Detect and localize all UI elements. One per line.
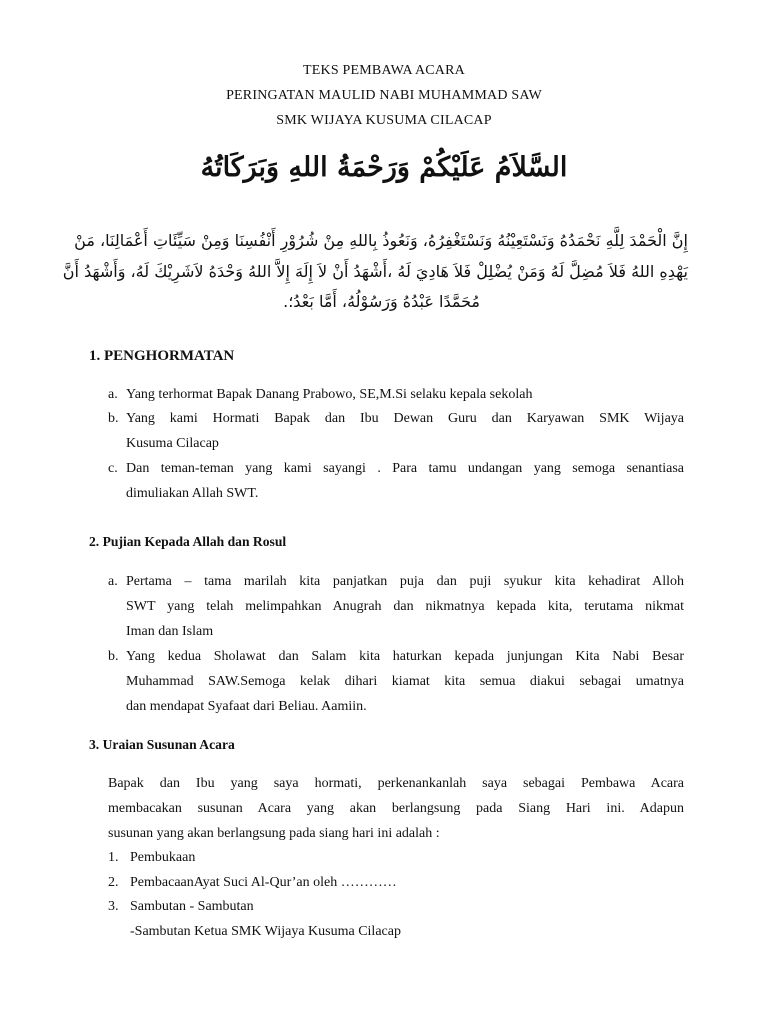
list-item-text: dan mendapat Syafaat dari Beliau. Aamiin. xyxy=(126,699,367,714)
list-item-text: Yang kami Hormati Bapak dan Ibu Dewan Guru dan Karyawan SMK Wijaya xyxy=(126,411,684,426)
list-item-text: Iman dan Islam xyxy=(126,624,214,639)
list-item-marker: a. xyxy=(108,387,118,402)
section-heading-penghormatan: 1. PENGHORMATAN xyxy=(89,348,235,364)
doc-title-line2: PERINGATAN MAULID NABI MUHAMMAD SAW xyxy=(226,88,542,103)
doc-title-line3: SMK WIJAYA KUSUMA CILACAP xyxy=(276,113,492,128)
agenda-item-marker: 3. xyxy=(108,899,119,914)
agenda-item-marker: 1. xyxy=(108,850,119,865)
arabic-line-3: مُحَمَّدًا عَبْدُهُ وَرَسُوْلُهُ، أَمَّا بَعْدُ؛. xyxy=(283,292,480,311)
agenda-item-text: Pembukaan xyxy=(130,850,196,865)
list-item-text: dimuliakan Allah SWT. xyxy=(126,486,259,501)
agenda-subitem-text: -Sambutan Ketua SMK Wijaya Kusuma Cilacap xyxy=(130,924,401,939)
arabic-line-2: يَهْدِهِ اللهُ فَلاَ مُضِلَّ لَهُ وَمَنْ يُضْلِلْ فَلاَ هَادِيَ لَهُ ،أَشْهَدُ أَنْ لاَ إِلَهَ إِلاَّ اللهُ وَحْدَهُ لاَشَرِيْكَ لَهُ، وَأَشْهَدُ أَنَّ xyxy=(62,262,688,281)
doc-title-line1: TEKS PEMBAWA ACARA xyxy=(303,63,465,78)
agenda-item-marker: 2. xyxy=(108,875,119,890)
section-heading-pujian: 2. Pujian Kepada Allah dan Rosul xyxy=(89,534,287,549)
arabic-line-1: إِنَّ الْحَمْدَ لِلَّهِ نَحْمَدُهُ وَنَسْتَعِيْنُهُ وَنَسْتَغْفِرُهُ، وَنَعُوذُ بِاللهِ مِنْ شُرُوْرِ أَنْفُسِنَا وَمِنْ سَيِّئَاتِ أَعْمَالِنَا، مَنْ xyxy=(74,231,688,250)
list-item-text: Dan teman-teman yang kami sayangi . Para tamu undangan yang semoga senantiasa xyxy=(126,461,684,476)
salam-calligraphy: السَّلاَمُ عَلَيْكُمْ وَرَحْمَةُ اللهِ وَبَرَكَاتُهُ xyxy=(200,152,568,183)
list-item-text: Muhammad SAW.Semoga kelak dihari kiamat kita semua diakui sebagai umatnya xyxy=(126,674,684,689)
list-item-text: Yang terhormat Bapak Danang Prabowo, SE,M.Si selaku kepala sekolah xyxy=(126,387,533,402)
agenda-item-text: PembacaanAyat Suci Al-Qur’an oleh ………… xyxy=(130,875,397,890)
list-item-marker: b. xyxy=(108,411,119,426)
paragraph-line: membacakan susunan Acara yang akan berlangsung pada Siang Hari ini. Adapun xyxy=(108,801,684,816)
list-item-marker: c. xyxy=(108,461,118,476)
list-item-text: SWT yang telah melimpahkan Anugrah dan nikmatnya kepada kita, terutama nikmat xyxy=(126,599,684,614)
list-item-marker: a. xyxy=(108,574,118,589)
agenda-item-text: Sambutan - Sambutan xyxy=(130,899,254,914)
list-item-marker: b. xyxy=(108,649,119,664)
paragraph-line: Bapak dan Ibu yang saya hormati, perkenankanlah saya sebagai Pembawa Acara xyxy=(108,776,684,791)
section-heading-uraian: 3. Uraian Susunan Acara xyxy=(89,737,235,752)
list-item-text: Kusuma Cilacap xyxy=(126,436,219,451)
list-item-text: Pertama – tama marilah kita panjatkan puja dan puji syukur kita kehadirat Alloh xyxy=(126,574,684,589)
list-item-text: Yang kedua Sholawat dan Salam kita haturkan kepada junjungan Kita Nabi Besar xyxy=(126,649,684,664)
paragraph-line: susunan yang akan berlangsung pada siang hari ini adalah : xyxy=(108,826,440,841)
